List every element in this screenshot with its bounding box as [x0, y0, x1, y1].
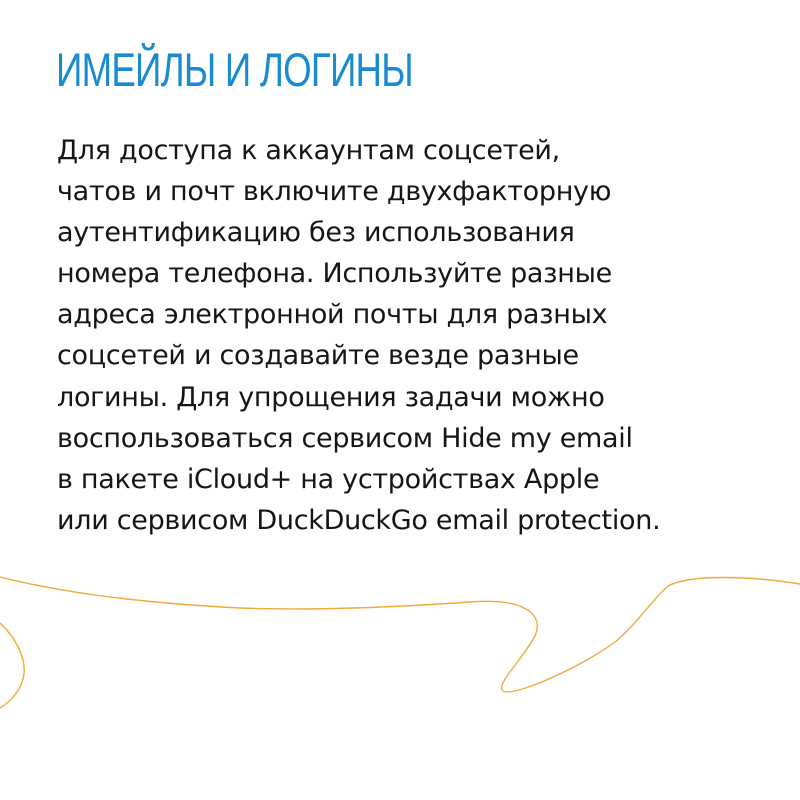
decorative-swirl-line — [0, 560, 800, 720]
text-line: аутентификацию без использования — [57, 217, 575, 249]
text-line: чатов и почт включите двухфакторную — [57, 176, 612, 208]
text-line: в пакете iCloud+ на устройствах Apple — [57, 463, 600, 495]
text-line: логины. Для упрощения задачи можно — [57, 381, 605, 413]
text-line: или сервисом DuckDuckGo email protection. — [57, 504, 661, 536]
swirl-stroke — [0, 577, 800, 692]
text-line: воспользоваться сервисом Hide my email — [57, 422, 633, 454]
text-line: номера телефона. Используйте разные — [57, 258, 612, 290]
text-line: адреса электронной почты для разных — [57, 299, 608, 331]
text-line: соцсетей и создавайте везде разные — [57, 340, 579, 372]
body-paragraph — [57, 130, 777, 541]
text-line: Для доступа к аккаунтам соцсетей, — [57, 135, 560, 166]
swirl-left-loop — [0, 623, 24, 708]
page-title: ИМЕЙЛЫ И ЛОГИНЫ — [56, 43, 413, 96]
